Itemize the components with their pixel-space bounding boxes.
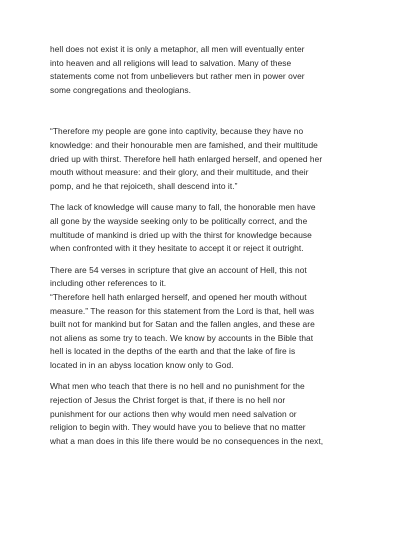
paragraph-verses-about-hell: There are 54 verses in scripture that give an account of Hell, this not including other references to it. “Therefore hell hath enlarged herself, and opened her mouth without measure.” The reason for this statement from the Lord is that, hell was built not for mankind but for Satan and the fallen angles, and these are not aliens as some try to teach. We know by accounts in the Bible that hell is located in the depths of the earth and that the lake of fire is located in in an abyss location know only to God. xyxy=(50,264,315,370)
paragraph-hell-metaphor: hell does not exist it is only a metaphor, all men will eventually enter into heaven and all religions will lead to salvation. Many of these statements come not from unbelievers but rather men in power over some congregations and theologians. xyxy=(50,44,305,95)
paragraph-lack-of-knowledge: The lack of knowledge will cause many to fall, the honorable men have all gone by the wayside seeking only to be politically correct, and the multitude of mankind is dried up with the thirst for knowledge because when confronted with it they hesitate to accept it or reject it outright. xyxy=(50,202,316,254)
paragraph-no-hell-teaching: What men who teach that there is no hell and no punishment for the rejection of Jesus the Christ forget is that, if there is no hell nor punishment for our actions then why would men need salvation or religion to begin with. They would have you to believe that no matter what a man does in this life there would be no consequences in the next, xyxy=(50,381,324,446)
paragraph-scripture-quote: “Therefore my people are gone into captivity, because they have no knowledge: and their honourable men are famished, and their multitude dried up with thirst. Therefore hell hath enlarged herself, and opened her mouth without measure: and their glory, and their multitude, and their pomp, and he that rejoiceth, shall descend into it.” xyxy=(50,126,323,191)
